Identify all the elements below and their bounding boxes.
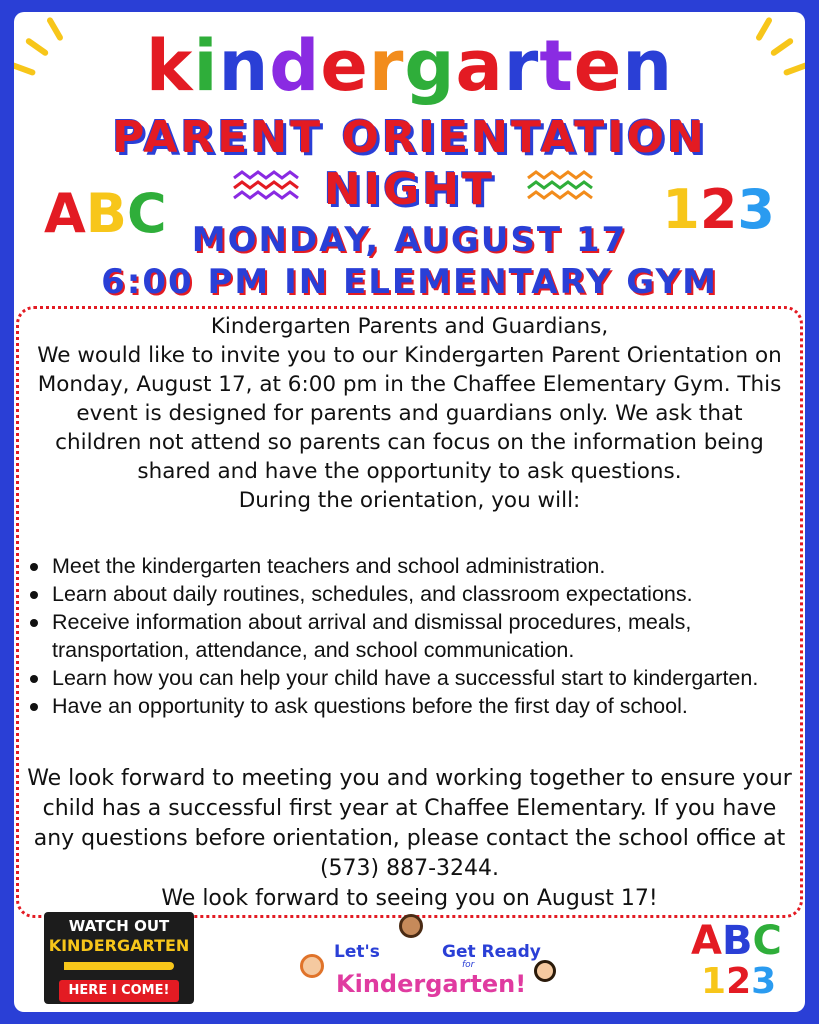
invitation-paragraph: We would like to invite you to our Kindergarten Parent Orientation on Monday, August 17, at 6:00 pm in the Chaffee Elementary Gym. This event is designed for parents and guardians only. We ask that children not attend so parents can focus on the information being shared and have the opportunity to ask questions.: [37, 343, 782, 484]
flyer-page: [14, 12, 805, 1012]
event-title-line2: NIGHT: [323, 164, 496, 215]
list-item: Learn about daily routines, schedules, and classroom expectations.: [24, 580, 799, 608]
child-icon: [534, 960, 556, 982]
corner-number: 2: [726, 961, 752, 1002]
watch-out-badge: [44, 912, 194, 1004]
title-letter: r: [503, 25, 540, 107]
corner-number: 3: [751, 961, 777, 1002]
during-heading: During the orientation, you will:: [238, 488, 581, 513]
corner-number: 1: [701, 961, 727, 1002]
title-letter: i: [193, 25, 219, 107]
event-time-location: 6:00 PM IN ELEMENTARY GYM: [101, 262, 718, 302]
ready-word-lets: Let's: [334, 942, 380, 962]
abc-123-corner-icon: [691, 920, 781, 1010]
corner-letter: C: [752, 918, 782, 964]
zigzag-decoration: [526, 170, 598, 204]
letter-body: [14, 312, 805, 515]
closing-paragraph: We look forward to meeting you and working together to ensure your child has a successful first year at Chaffee Elementary. If you have any questions before orientation, please contact the school office at (573) 887-3244.: [27, 766, 792, 881]
ready-word-get-ready: Get Ready: [442, 942, 541, 962]
badge-line3: HERE I COME!: [59, 980, 180, 1002]
abc-blocks-icon: ABC: [44, 182, 167, 245]
corner-letter: B: [721, 918, 753, 964]
child-icon: [300, 954, 324, 978]
pencil-icon: [64, 962, 174, 970]
zigzag-decoration: [232, 170, 304, 204]
list-item: Receive information about arrival and dismissal procedures, meals, transportation, attendance, and school communication.: [24, 608, 799, 664]
event-title-line1: PARENT ORIENTATION: [112, 112, 707, 163]
title-letter: d: [269, 25, 321, 107]
title-letter: n: [622, 25, 674, 107]
title-letter: r: [368, 25, 405, 107]
title-letter: e: [320, 25, 369, 107]
greeting: Kindergarten Parents and Guardians,: [210, 314, 609, 339]
title-letter: a: [455, 25, 504, 107]
title-letter: g: [404, 25, 456, 107]
child-icon: [399, 914, 423, 938]
badge-line2: KINDERGARTEN: [48, 936, 190, 955]
title-letter: e: [573, 25, 623, 107]
ready-word-for: for: [462, 960, 475, 970]
closing-section: [14, 764, 805, 914]
numbers-123-icon: 123: [662, 178, 775, 241]
page-title: [14, 26, 805, 106]
agenda-list: [24, 552, 799, 720]
list-item: Have an opportunity to ask questions before the first day of school.: [24, 692, 799, 720]
get-ready-graphic: [294, 912, 564, 1008]
title-letter: k: [145, 25, 194, 107]
title-letter: t: [539, 25, 574, 107]
title-letter: n: [218, 25, 270, 107]
ready-word-kindergarten: Kindergarten!: [336, 970, 527, 998]
badge-line1: WATCH OUT: [68, 917, 170, 935]
list-item: Meet the kindergarten teachers and school administration.: [24, 552, 799, 580]
list-item: Learn how you can help your child have a successful start to kindergarten.: [24, 664, 799, 692]
event-date: MONDAY, AUGUST 17: [191, 220, 628, 260]
corner-letter: A: [691, 918, 722, 964]
closing-final-line: We look forward to seeing you on August 17!: [161, 886, 658, 911]
